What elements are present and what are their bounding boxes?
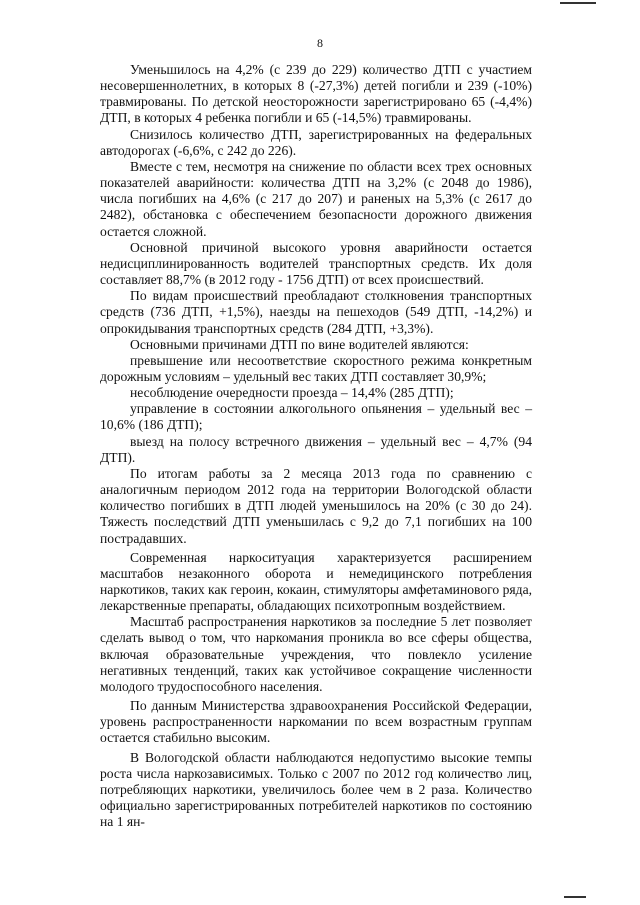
scan-mark-bottom-right: [564, 896, 586, 898]
paragraph-4: Основной причиной высокого уровня аварийности остается недисциплинированность водителей транспортных средств. Их доля составляет 88,7% (в 2012 году - 1756 ДТП) от всех происшествий.: [100, 239, 532, 288]
paragraph-10: По данным Министерства здравоохранения Российской Федерации, уровень распространенности наркомании по всем возрастным группам остается стабильно высоким.: [100, 698, 532, 746]
scan-mark-top-right: [560, 2, 596, 4]
paragraph-2: Снизилось количество ДТП, зарегистрированных на федеральных автодорогах (-6,6%, с 242 до 226).: [100, 126, 532, 158]
paragraph-11: В Вологодской области наблюдаются недопустимо высокие темпы роста числа наркозависимых. Только с 2007 по 2012 год количество лиц, потребляющих наркотики, увеличилось более чем в 2 раза. Количество официально зарегистрированных потребителей наркотиков по состоянию на 1 ян-: [100, 749, 532, 830]
paragraph-3: Вместе с тем, несмотря на снижение по области всех трех основных показателей аварийности: количества ДТП на 3,2% (с 2048 до 1986), числа погибших на 4,6% (с 217 до 207) и раненых на 5,3% (с 2617 до 2482), обстановка с обеспечением безопасности дорожного движения остается сложной.: [100, 158, 532, 239]
page-number: 8: [317, 36, 323, 50]
list-item-right-of-way: несоблюдение очередности проезда – 14,4% (285 ДТП);: [130, 385, 454, 401]
list-item-oncoming-lane: выезд на полосу встречного движения – удельный вес – 4,7% (94 ДТП).: [100, 433, 532, 465]
paragraph-5: По видам происшествий преобладают столкновения транспортных средств (736 ДТП, +1,5%), наезды на пешеходов (549 ДТП, -14,2%) и опрокидывания транспортных средств (284 ДТП, +3,3%).: [100, 288, 532, 336]
document-body: [100, 62, 532, 830]
list-item-drunk-driving: управление в состоянии алкогольного опьянения – удельный вес – 10,6% (186 ДТП);: [100, 401, 532, 433]
paragraph-9: Масштаб распространения наркотиков за последние 5 лет позволяет сделать вывод о том, что наркомания проникла во все сферы общества, включая образовательные учреждения, что повлекло усиление негативных тенденций, таких как устойчивое сокращение численности молодого трудоспособного населения.: [100, 614, 532, 694]
paragraph-8: Современная наркоситуация характеризуется расширением масштабов незаконного оборота и немедицинского потребления наркотиков, таких как героин, кокаин, стимуляторы амфетаминового ряда, лекарственные препараты, обладающих психотропным воздействием.: [100, 549, 532, 614]
paragraph-6: Основными причинами ДТП по вине водителей являются:: [130, 336, 469, 352]
list-item-speeding: превышение или несоответствие скоростного режима конкретным дорожным условиям – удельный вес таких ДТП составляет 30,9%;: [100, 352, 532, 384]
paragraph-7: По итогам работы за 2 месяца 2013 года по сравнению с аналогичным периодом 2012 года на территории Вологодской области количество погибших в ДТП людей уменьшилось на 20% (с 30 до 24). Тяжесть последствий ДТП уменьшилась с 9,2 до 7,1 погибших на 100 пострадавших.: [100, 465, 532, 546]
paragraph-1: Уменьшилось на 4,2% (с 239 до 229) количество ДТП с участием несовершеннолетних, в которых 8 (-27,3%) детей погибли и 239 (-10%) травмированы. По детской неосторожности зарегистрировано 65 (-4,4%) ДТП, в которых 4 ребенка погибли и 65 (-14,5%) травмированы.: [100, 62, 532, 126]
